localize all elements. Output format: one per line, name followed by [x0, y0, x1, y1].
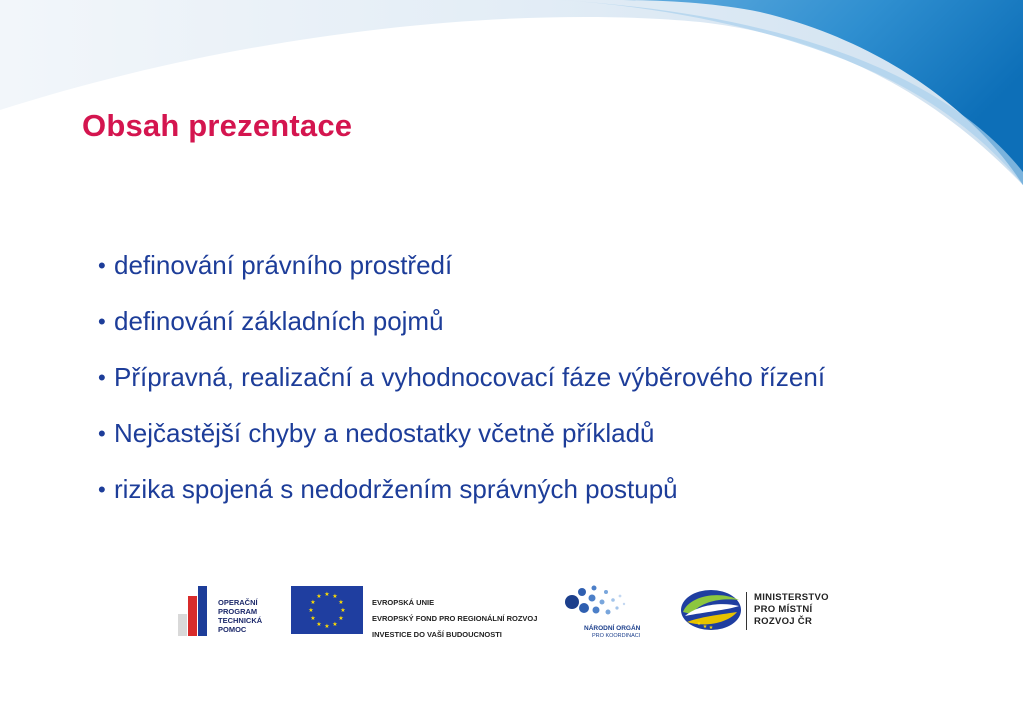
bullet-marker: • — [98, 365, 106, 390]
bullet-marker: • — [98, 421, 106, 446]
svg-text:★: ★ — [708, 625, 714, 631]
mmr-emblem-icon — [679, 588, 743, 632]
narodni-organ-line1: NÁRODNÍ ORGÁN — [584, 625, 641, 632]
op-tp-logo — [176, 586, 276, 636]
bullet-text: rizika spojená s nedodržením správných postupů — [114, 474, 678, 504]
svg-text:★: ★ — [332, 593, 338, 600]
svg-text:★: ★ — [310, 599, 316, 606]
eu-line: INVESTICE DO VAŠÍ BUDOUCNOSTI — [372, 630, 502, 639]
bullet-marker: • — [98, 477, 106, 502]
mmr-line: PRO MÍSTNÍ — [754, 604, 813, 615]
bullet-text: definování právního prostředí — [114, 250, 453, 280]
bullet-marker: • — [98, 309, 106, 334]
op-tp-line: POMOC — [218, 625, 247, 634]
op-tp-line: PROGRAM — [218, 607, 258, 616]
svg-text:★: ★ — [702, 624, 708, 630]
svg-text:★: ★ — [324, 591, 330, 598]
op-tp-line: OPERAČNÍ — [218, 598, 258, 607]
svg-text:★: ★ — [696, 621, 702, 627]
bullet-list — [98, 250, 958, 530]
eu-text — [372, 595, 552, 643]
header-swoosh-graphic — [0, 0, 1023, 200]
svg-text:★: ★ — [316, 593, 322, 600]
mmr-line: MINISTERSTVO — [754, 592, 829, 603]
bullet-text: Přípravná, realizační a vyhodnocovací fáze výběrového řízení — [114, 362, 826, 392]
bullet-item — [98, 362, 958, 393]
dots-icon — [562, 584, 642, 624]
svg-text:★: ★ — [324, 623, 330, 630]
narodni-organ-line2: PRO KOORDINACI — [592, 633, 641, 639]
svg-text:★: ★ — [332, 621, 338, 628]
svg-text:★: ★ — [340, 607, 346, 614]
bullet-item — [98, 418, 958, 449]
svg-text:★: ★ — [308, 607, 314, 614]
eu-line: EVROPSKÁ UNIE — [372, 598, 435, 607]
op-tp-text — [218, 598, 278, 634]
svg-text:★: ★ — [316, 621, 322, 628]
mmr-line: ROZVOJ ČR — [754, 616, 813, 627]
eu-line: EVROPSKÝ FOND PRO REGIONÁLNÍ ROZVOJ — [372, 614, 538, 623]
bullet-marker: • — [98, 253, 106, 278]
bullet-text: definování základních pojmů — [114, 306, 444, 336]
slide-title: Obsah prezentace — [82, 108, 353, 143]
footer-logos — [0, 580, 1023, 650]
bullet-item — [98, 474, 958, 505]
op-tp-line: TECHNICKÁ — [218, 616, 263, 625]
narodni-organ-logo — [562, 584, 642, 640]
bullet-text: Nejčastější chyby a nedostatky včetně příkladů — [114, 418, 655, 448]
eu-flag-icon — [291, 586, 363, 634]
svg-text:★: ★ — [338, 615, 344, 622]
mmr-separator — [746, 592, 747, 630]
svg-text:★: ★ — [338, 599, 344, 606]
mmr-text — [754, 592, 829, 628]
bullet-item — [98, 306, 958, 337]
svg-text:★: ★ — [310, 615, 316, 622]
bullet-item — [98, 250, 958, 281]
